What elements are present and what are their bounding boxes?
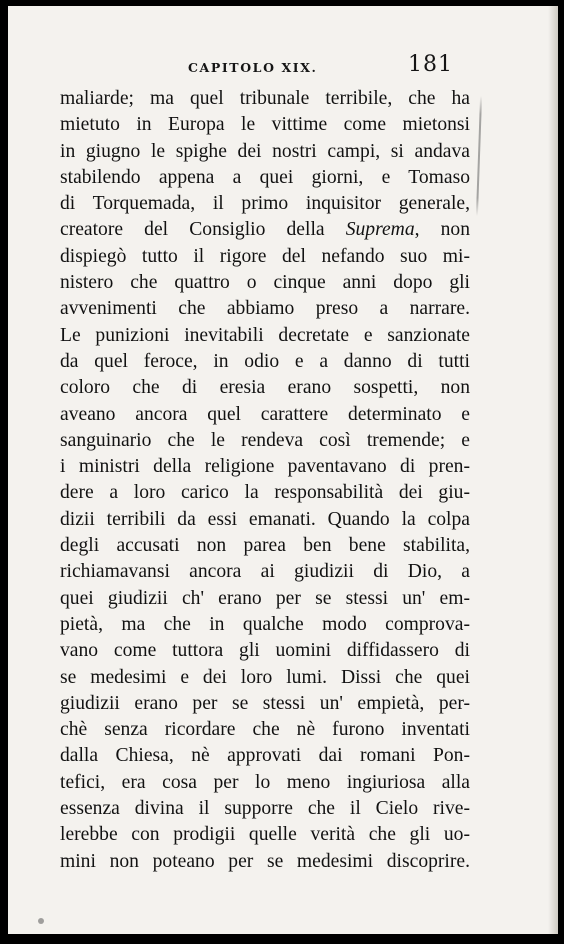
ink-blot: [38, 918, 44, 924]
text-line: avvenimenti che abbiamo preso a narrare.: [60, 298, 470, 320]
text-line: coloro che di eresia erano sospetti, non: [60, 377, 470, 399]
body-text: [60, 86, 470, 875]
text-line: dalla Chiesa, nè approvati dai romani Pon-: [60, 745, 470, 767]
running-head: CAPITOLO XIX.: [188, 60, 318, 75]
text-line: degli accusati non parea ben bene stabilita,: [60, 535, 470, 557]
text-line: quei giudizii ch' erano per se stessi un' em-: [60, 587, 470, 609]
text-line: richiamavansi ancora ai giudizii di Dio, a: [60, 561, 470, 583]
text-line: mini non poteano per se medesimi discoprire.: [60, 850, 470, 872]
text-line: Le punizioni inevitabili decretate e sanzionate: [60, 324, 470, 346]
text-line: nistero che quattro o cinque anni dopo gli: [60, 272, 470, 294]
text-line: maliarde; ma quel tribunale terribile, che ha: [60, 88, 470, 109]
text-line: dispiegò tutto il rigore del nefando suo mi-: [60, 245, 470, 267]
text-line: dizii terribili da essi emanati. Quando la colpa: [60, 508, 470, 530]
text-line: sanguinario che le rendeva così tremende; e: [60, 429, 470, 451]
text-line: chè senza ricordare che nè furono inventati: [60, 719, 470, 741]
text-line: lerebbe con prodigii quelle verità che gli uo-: [60, 824, 470, 846]
text-line: aveano ancora quel carattere determinato e: [60, 403, 470, 425]
text-line: stabilendo appena a quei giorni, e Tomaso: [60, 166, 470, 188]
page-number: 181: [408, 52, 453, 77]
page-header: [8, 54, 558, 84]
margin-pencil-mark: [476, 96, 482, 216]
text-line: giudizii erano per se stessi un' empietà, per-: [60, 692, 470, 714]
text-line: se medesimi e dei loro lumi. Dissi che quei: [60, 666, 470, 688]
text-line: dere a loro carico la responsabilità dei giu-: [60, 482, 470, 504]
text-line: di Torquemada, il primo inquisitor generale,: [60, 193, 470, 215]
text-line: essenza divina il supporre che il Cielo rive-: [60, 798, 470, 820]
text-line: da quel feroce, in odio e a danno di tutti: [60, 350, 470, 372]
page-spine-shadow: [548, 6, 558, 934]
text-line: creatore del Consiglio della Suprema, non: [60, 219, 471, 241]
book-page: [8, 6, 558, 934]
text-line: tefici, era cosa per lo meno ingiuriosa alla: [60, 771, 470, 793]
text-line: vano come tuttora gli uomini diffidassero di: [60, 640, 470, 662]
text-line: in giugno le spighe dei nostri campi, si andava: [60, 140, 470, 162]
text-line: pietà, ma che in qualche modo comprova-: [60, 613, 470, 635]
text-line: mietuto in Europa le vittime come mietonsi: [60, 114, 470, 136]
text-line: i ministri della religione paventavano di pren-: [60, 456, 470, 478]
